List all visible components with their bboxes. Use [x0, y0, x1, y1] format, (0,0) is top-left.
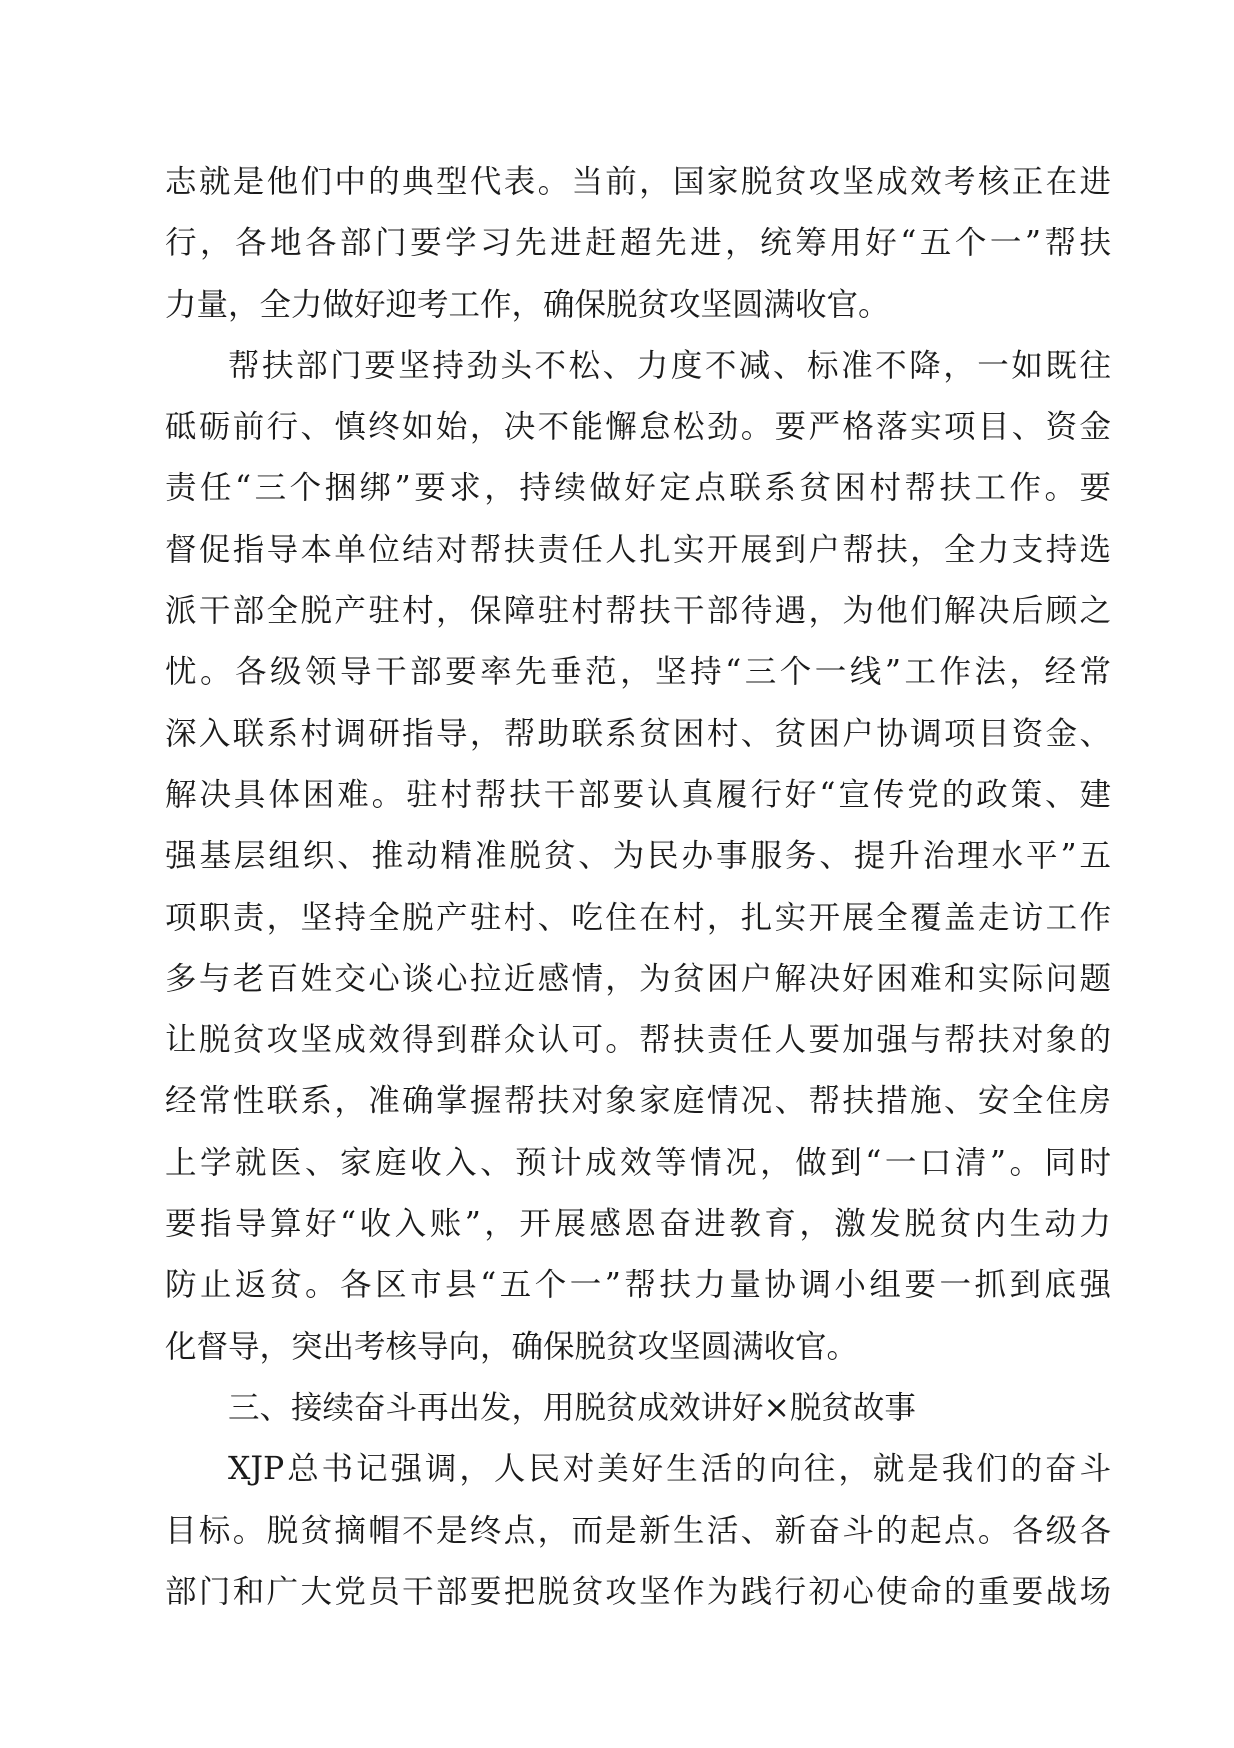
- text-line: 三、接续奋斗再出发，用脱贫成效讲好×脱贫故事: [228, 1389, 916, 1426]
- text-line: 强基层组织、推动精准脱贫、为民办事服务、提升治理水平”五: [165, 838, 1111, 875]
- text-line: 忧。各级领导干部要率先垂范，坚持“三个一线”工作法，经常: [165, 654, 1111, 691]
- text-line: 派干部全脱产驻村，保障驻村帮扶干部待遇，为他们解决后顾之: [165, 593, 1111, 630]
- text-line: 解决具体困难。驻村帮扶干部要认真履行好“宣传党的政策、建: [165, 776, 1111, 813]
- text-line: 帮扶部门要坚持劲头不松、力度不减、标准不降，一如既往: [228, 347, 1111, 384]
- text-line: 目标。脱贫摘帽不是终点，而是新生活、新奋斗的起点。各级各: [165, 1512, 1111, 1549]
- text-line: 化督导，突出考核导向，确保脱贫攻坚圆满收官。: [165, 1328, 859, 1365]
- text-line: 经常性联系，准确掌握帮扶对象家庭情况、帮扶措施、安全住房: [165, 1083, 1111, 1120]
- text-line: 上学就医、家庭收入、预计成效等情况，做到“一口清”。同时: [165, 1144, 1111, 1181]
- text-line: XJP总书记强调，人民对美好生活的向往，就是我们的奋斗: [228, 1451, 1111, 1488]
- text-line: 行，各地各部门要学习先进赶超先进，统筹用好“五个一”帮扶: [165, 225, 1111, 262]
- text-line: 部门和广大党员干部要把脱贫攻坚作为践行初心使命的重要战场: [165, 1573, 1111, 1610]
- document-body: [165, 152, 1111, 1623]
- text-line: 督促指导本单位结对帮扶责任人扎实开展到户帮扶，全力支持选: [165, 531, 1111, 568]
- text-line: 责任“三个捆绑”要求，持续做好定点联系贫困村帮扶工作。要: [165, 470, 1111, 507]
- text-line: 志就是他们中的典型代表。当前，国家脱贫攻坚成效考核正在进: [165, 164, 1111, 200]
- text-line: 让脱贫攻坚成效得到群众认可。帮扶责任人要加强与帮扶对象的: [165, 1022, 1111, 1059]
- text-line: 砥砺前行、慎终如始，决不能懈怠松劲。要严格落实项目、资金: [165, 409, 1111, 446]
- text-line: 防止返贫。各区市县“五个一”帮扶力量协调小组要一抓到底强: [165, 1267, 1111, 1304]
- text-line: 要指导算好“收入账”，开展感恩奋进教育，激发脱贫内生动力: [165, 1206, 1111, 1243]
- text-line: 项职责，坚持全脱产驻村、吃住在村，扎实开展全覆盖走访工作: [165, 899, 1111, 936]
- text-line: 深入联系村调研指导，帮助联系贫困村、贫困户协调项目资金、: [165, 715, 1111, 752]
- text-line: 力量，全力做好迎考工作，确保脱贫攻坚圆满收官。: [165, 286, 890, 323]
- text-line: 多与老百姓交心谈心拉近感情，为贫困户解决好困难和实际问题: [165, 960, 1111, 997]
